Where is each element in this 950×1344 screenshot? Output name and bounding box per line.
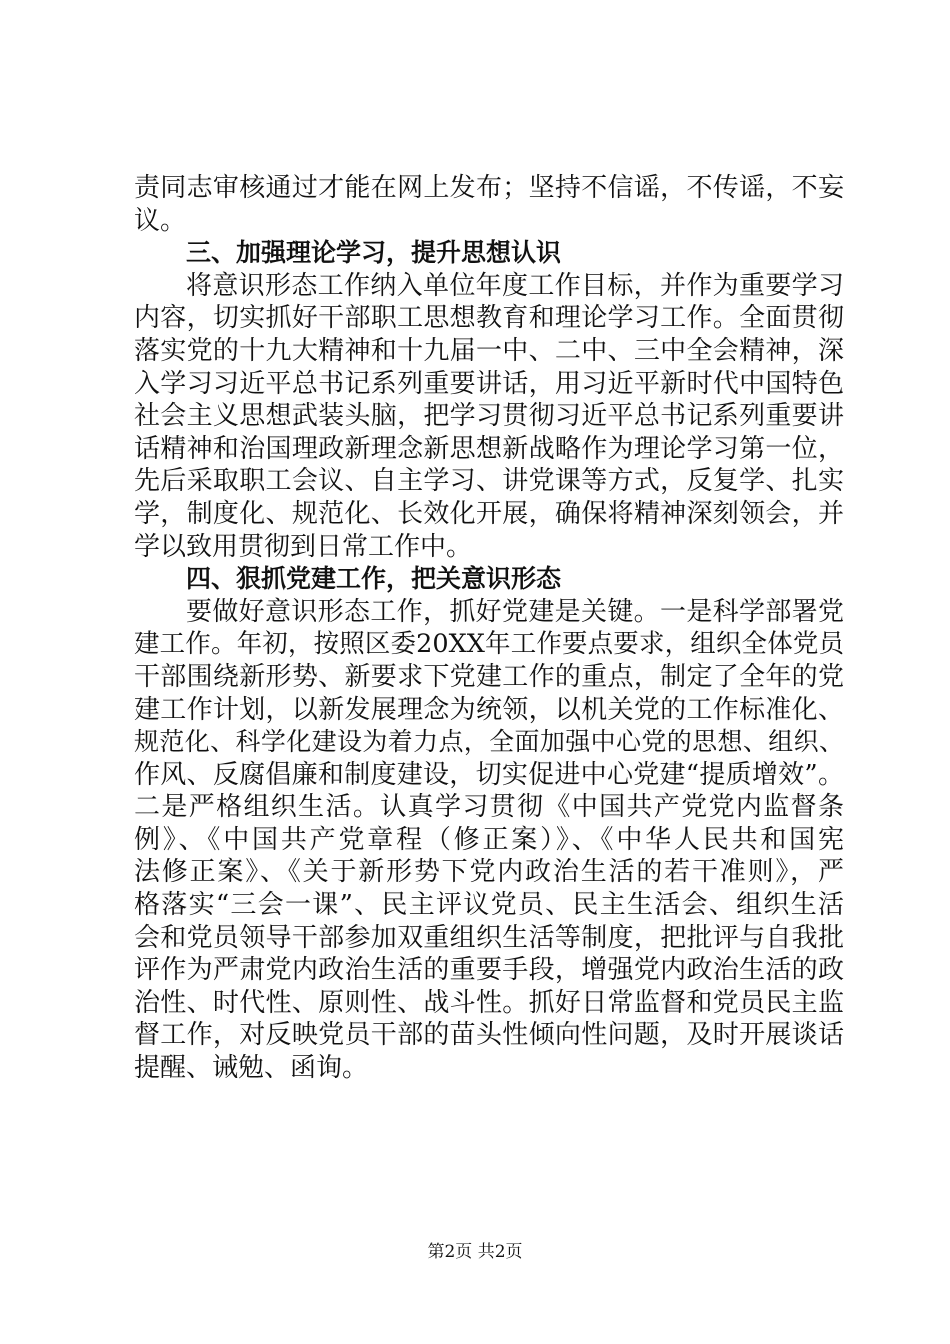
document-body (134, 172, 844, 1085)
text-line: 学以致用贯彻到日常工作中。 (134, 531, 473, 562)
text-line: 评作为严肃党内政治生活的重要手段，增强党内政治生活的政 (134, 955, 844, 986)
page-number-footer: 第2页 共2页 (427, 1242, 523, 1262)
text-line: 干部围绕新形势、新要求下党建工作的重点，制定了全年的党 (134, 661, 844, 692)
text-line: 学，制度化、规范化、长效化开展，确保将精神深刻领会，并 (134, 498, 844, 529)
text-line: 建工作。年初，按照区委20XX年工作要点要求，组织全体党员 (134, 629, 844, 660)
text-line: 督工作，对反映党员干部的苗头性倾向性问题，及时开展谈话 (134, 1020, 844, 1051)
text-line: 落实党的十九大精神和十九届一中、二中、三中全会精神，深 (134, 335, 844, 366)
paragraph-first-line: 将意识形态工作纳入单位年度工作目标，并作为重要学习 (186, 270, 844, 301)
text-line: 社会主义思想武装头脑，把学习贯彻习近平总书记系列重要讲 (134, 401, 844, 432)
text-line: 二是严格组织生活。认真学习贯彻《中国共产党党内监督条 (134, 792, 844, 823)
text-line: 内容，切实抓好干部职工思想教育和理论学习工作。全面贯彻 (134, 303, 844, 334)
text-line: 入学习习近平总书记系列重要讲话，用习近平新时代中国特色 (134, 368, 844, 399)
text-line: 会和党员领导干部参加双重组织生活等制度，把批评与自我批 (134, 922, 844, 953)
text-line: 议。 (134, 205, 187, 236)
text-line: 格落实“三会一课”、民主评议党员、民主生活会、组织生活 (134, 890, 844, 921)
text-line: 责同志审核通过才能在网上发布；坚持不信谣，不传谣，不妄 (134, 173, 844, 203)
text-line: 作风、反腐倡廉和制度建设，切实促进中心党建“提质增效”。 (134, 759, 844, 790)
text-line: 先后采取职工会议、自主学习、讲党课等方式，反复学、扎实 (134, 466, 844, 497)
text-line: 话精神和治国理政新理念新思想新战略作为理论学习第一位， (134, 433, 844, 464)
text-line: 治性、时代性、原则性、战斗性。抓好日常监督和党员民主监 (134, 987, 844, 1018)
text-line: 提醒、诫勉、函询。 (134, 1053, 369, 1084)
section-heading: 三、加强理论学习，提升思想认识 (186, 238, 562, 268)
text-line: 建工作计划，以新发展理念为统领，以机关党的工作标准化、 (134, 694, 844, 725)
text-line: 法修正案》、《关于新形势下党内政治生活的若干准则》，严 (134, 857, 844, 888)
text-line: 例》、《中国共产党章程（修正案）》、《中华人民共和国宪 (134, 824, 844, 855)
paragraph-first-line: 要做好意识形态工作，抓好党建是关键。一是科学部署党 (186, 596, 844, 627)
section-heading: 四、狠抓党建工作，把关意识形态 (186, 564, 562, 594)
text-line: 规范化、科学化建设为着力点，全面加强中心党的思想、组织、 (134, 727, 844, 757)
